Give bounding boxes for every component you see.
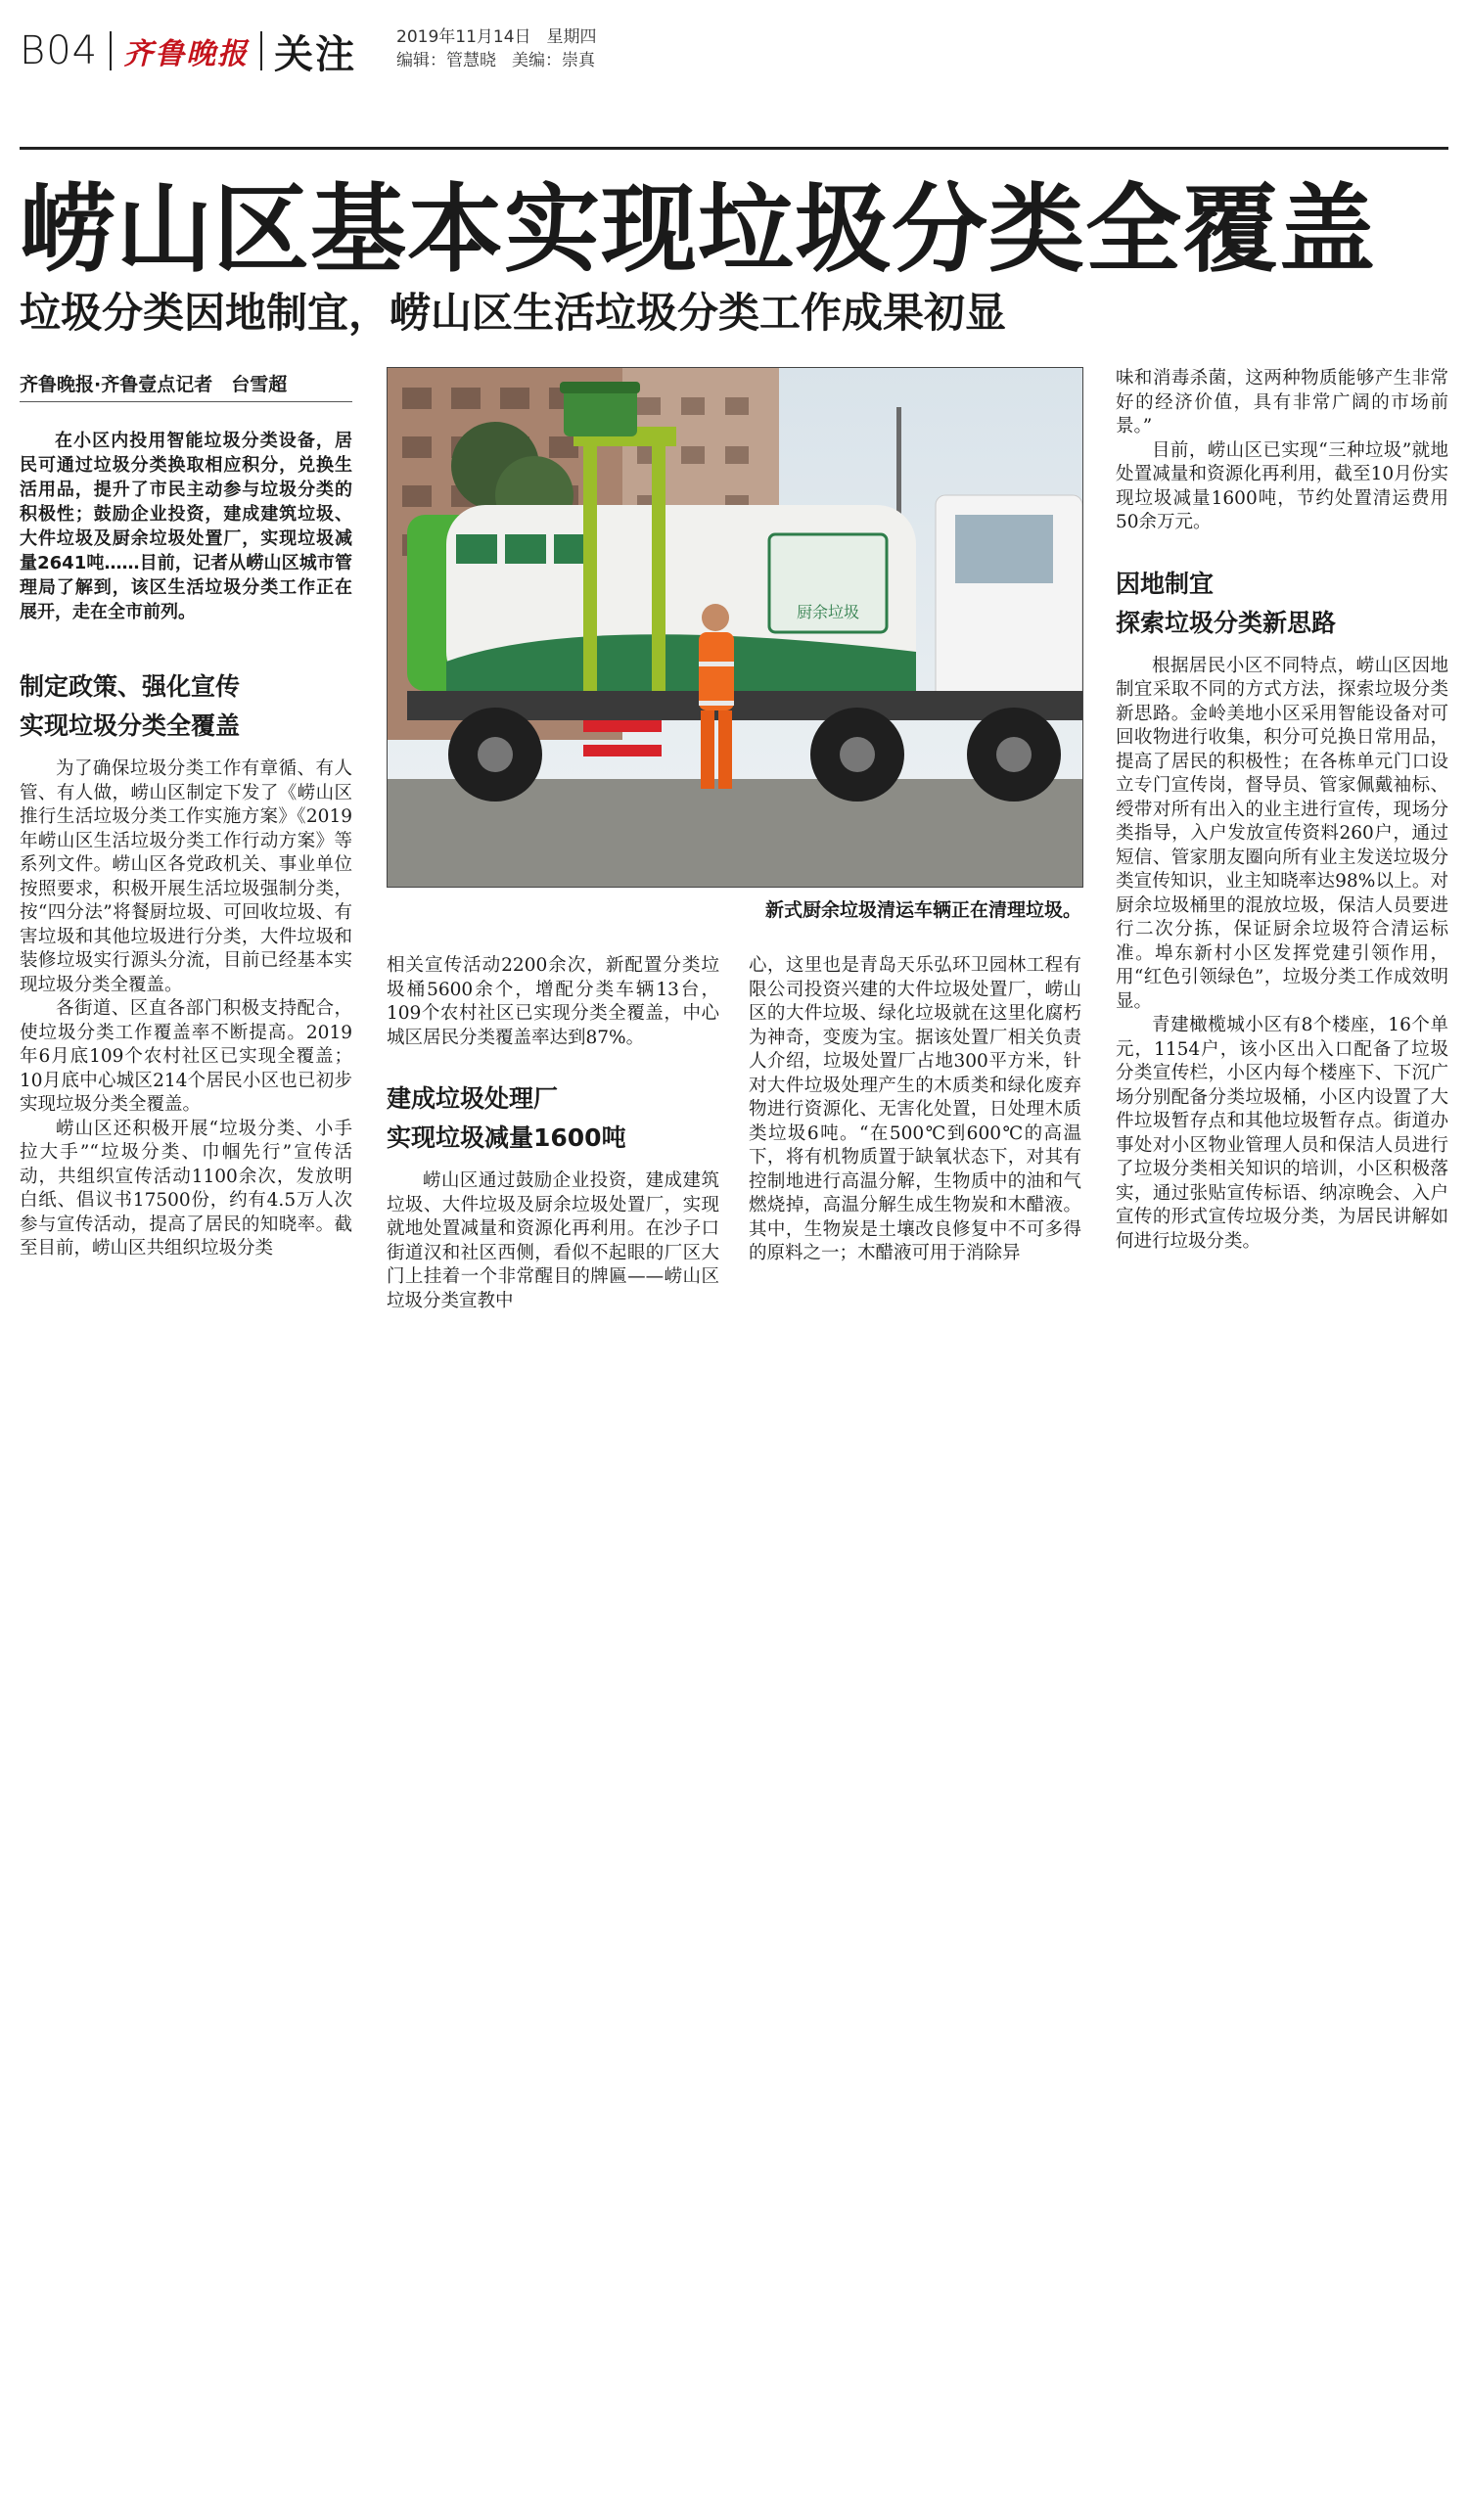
article-column-3 xyxy=(749,954,1081,1266)
divider xyxy=(260,31,262,70)
paragraph: 味和消毒杀菌，这两种物质能够产生非常好的经济价值，具有非常广阔的市场前景。” xyxy=(1116,368,1448,436)
section-heading-line: 探索垃圾分类新思路 xyxy=(1116,608,1337,637)
top-rule xyxy=(20,147,1448,150)
paragraph: 心，这里也是青岛天乐弘环卫园林工程有限公司投资兴建的大件垃圾处置厂，崂山区的大件垃圾、绿化垃圾就在这里化腐朽为神奇，变废为宝。据该处置厂相关负责人介绍，垃圾处置厂占地300平方米，针对大件垃圾处理产生的木质类和绿化废弃物进行资源化、无害化处置，日处理木质类垃圾6吨。“在500℃到600℃的高温下，将有机物质置于缺氧状态下，对其有控制地进行高温分解，生物质中的油和气燃烧掉，高温分解生成生物炭和木醋液。其中，生物炭是土壤改良修复中不可多得的原料之一；木醋液可用于消除异 xyxy=(749,955,1081,1263)
paragraph: 崂山区还积极开展“垃圾分类、小手拉大手”“垃圾分类、巾帼先行”宣传活动，共组织宣传活动1100余次，发放明白纸、倡议书17500份，约有4.5万人次参与宣传活动，提高了居民的知晓率。截至目前，崂山区共组织垃圾分类 xyxy=(20,1118,352,1259)
section-heading-line: 实现垃圾减量1600吨 xyxy=(387,1123,626,1152)
section-heading-1 xyxy=(20,667,352,746)
divider xyxy=(110,31,112,70)
section-heading-line: 实现垃圾分类全覆盖 xyxy=(20,711,241,740)
masthead xyxy=(20,22,356,80)
article-subheadline: 垃圾分类因地制宜，崂山区生活垃圾分类工作成果初显 xyxy=(20,289,1007,337)
issue-meta xyxy=(396,25,613,72)
article-headline: 崂山区基本实现垃圾分类全覆盖 xyxy=(20,174,1377,286)
issue-date: 2019年11月14日 xyxy=(396,27,531,47)
page-number: B04 xyxy=(20,28,99,73)
paragraph: 青建橄榄城小区有8个楼座，16个单元，1154户，该小区出入口配备了垃圾分类宣传栏，小区内每个楼座下、下沉广场分别配备分类垃圾桶，小区内设置了大件垃圾暂存点和其他垃圾暂存点。街道办事处对小区物业管理人员和保洁人员进行了垃圾分类相关知识的培训，小区积极落实，通过张贴宣传标语、纳凉晚会、入户宣传的形式宣传垃圾分类，为居民讲解如何进行垃圾分类。 xyxy=(1116,1015,1448,1252)
truck-panel-text: 厨余垃圾 xyxy=(796,603,860,621)
art-editor: 美编：崇真 xyxy=(512,51,595,70)
section-heading-2 xyxy=(387,1079,719,1158)
paragraph: 崂山区通过鼓励企业投资，建成建筑垃圾、大件垃圾及厨余垃圾处置厂，实现就地处置减量和资源化再利用。在沙子口街道汉和社区西侧，看似不起眼的厂区大门上挂着一个非常醒目的牌匾——崂山区垃圾分类宣教中 xyxy=(387,1170,719,1311)
section-heading-line: 制定政策、强化宣传 xyxy=(20,672,241,701)
article-column-4 xyxy=(1116,367,1448,1254)
paragraph: 为了确保垃圾分类工作有章循、有人管、有人做，崂山区制定下发了《崂山区推行生活垃圾分类工作实施方案》《2019年崂山区生活垃圾分类工作行动方案》等系列文件。崂山区各党政机关、事业单位按照要求，积极开展生活垃圾强制分类，按“四分法”将餐厨垃圾、可回收垃圾、有害垃圾和其他垃圾进行分类，大件垃圾和装修垃圾实行源头分流，目前已经基本实现垃圾分类全覆盖。 xyxy=(20,758,352,995)
paragraph: 目前，崂山区已实现“三种垃圾”就地处置减量和资源化再利用，截至10月份实现垃圾减量1600吨，节约处置清运费用50余万元。 xyxy=(1116,439,1448,532)
editor: 编辑：管慧晓 xyxy=(396,51,496,70)
section-name: 关注 xyxy=(274,31,357,77)
garbage-truck-illustration xyxy=(388,368,1082,887)
lede-paragraph: 在小区内投用智能垃圾分类设备，居民可通过垃圾分类换取相应积分，兑换生活用品，提升了市民主动参与垃圾分类的积极性；鼓励企业投资，建成建筑垃圾、大件垃圾及厨余垃圾处置厂，实现垃圾减量2641吨……目前，记者从崂山区城市管理局了解到，该区生活垃圾分类工作正在展开，走在全市前列。 xyxy=(20,431,352,622)
article-column-2 xyxy=(387,954,719,1313)
byline: 齐鲁晚报·齐鲁壹点记者 台雪超 xyxy=(20,370,352,402)
issue-weekday: 星期四 xyxy=(546,27,597,47)
paragraph: 相关宣传活动2200余次，新配置分类垃圾桶5600余个，增配分类车辆13台，109个农村社区已实现分类全覆盖，中心城区居民分类覆盖率达到87%。 xyxy=(387,955,719,1048)
news-photo xyxy=(387,367,1083,888)
article-column-1 xyxy=(20,667,352,1261)
section-heading-line: 因地制宜 xyxy=(1116,569,1215,598)
section-heading-3 xyxy=(1116,565,1448,643)
photo-caption: 新式厨余垃圾清运车辆正在清理垃圾。 xyxy=(764,899,1081,921)
section-heading-line: 建成垃圾处理厂 xyxy=(387,1084,559,1113)
newspaper-logo: 齐鲁晚报 xyxy=(123,37,250,71)
paragraph: 根据居民小区不同特点，崂山区因地制宜采取不同的方式方法，探索垃圾分类新思路。金岭美地小区采用智能设备对可回收物进行收集，积分可兑换日常用品，提高了居民的积极性；在各栋单元门口设立专门宣传岗，督导员、管家佩戴袖标、绶带对所有出入的业主进行宣传，现场分类指导，入户发放宣传资料260户，通过短信、管家朋友圈向所有业主发送垃圾分类宣传知识，业主知晓率达98%以上。对厨余垃圾桶里的混放垃圾，保洁人员要进行二次分拣，保证厨余垃圾符合清运标准。埠东新村小区发挥党建引领作用，用“红色引领绿色”，垃圾分类工作成效明显。 xyxy=(1116,655,1448,1012)
paragraph: 各街道、区直各部门积极支持配合，使垃圾分类工作覆盖率不断提高。2019年6月底109个农村社区已实现全覆盖；10月底中心城区214个居民小区也已初步实现垃圾分类全覆盖。 xyxy=(20,998,352,1115)
